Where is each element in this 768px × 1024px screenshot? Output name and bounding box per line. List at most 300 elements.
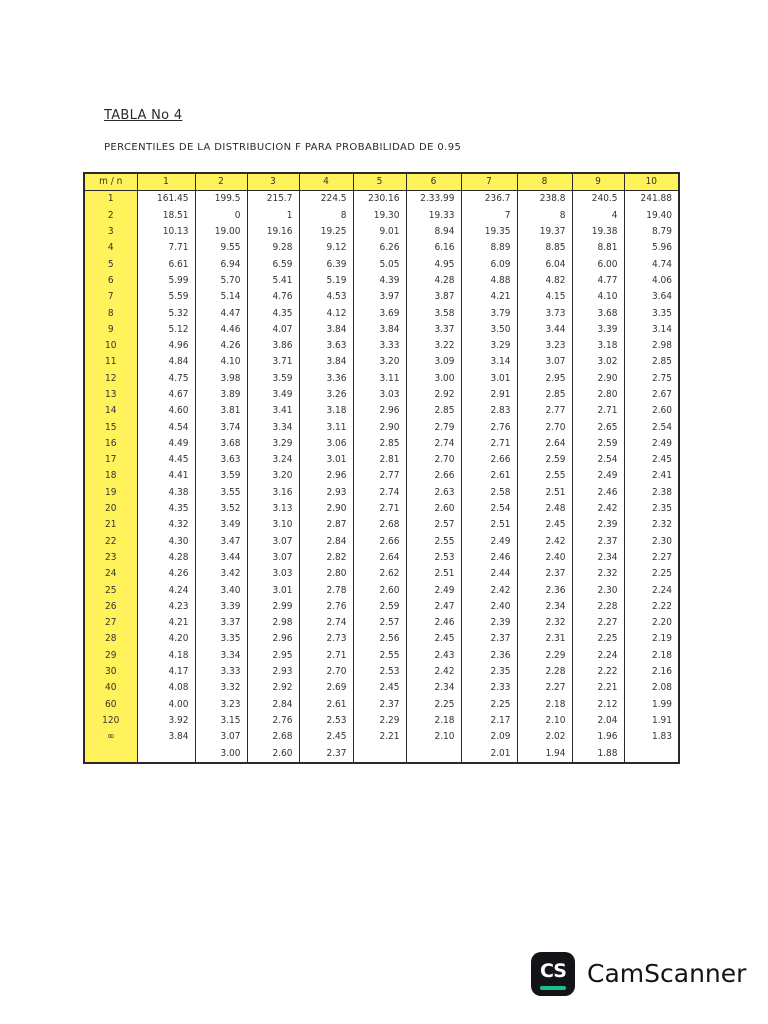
table-cell: 2.45 — [353, 680, 406, 696]
table-cell: 2.28 — [517, 664, 572, 680]
row-header-m: 27 — [84, 615, 137, 631]
table-cell: 3.98 — [195, 371, 247, 387]
table-cell: 2.46 — [572, 485, 624, 501]
table-cell: 2.01 — [461, 745, 517, 762]
table-cell: 2.40 — [517, 550, 572, 566]
table-cell: 2.57 — [353, 615, 406, 631]
table-cell: 3.07 — [247, 534, 299, 550]
table-cell: 2.90 — [572, 371, 624, 387]
table-cell: 9.55 — [195, 240, 247, 256]
table-cell: 5.19 — [299, 273, 353, 289]
table-row — [84, 224, 679, 240]
table-cell: 4.95 — [406, 256, 461, 272]
table-cell: 19.16 — [247, 224, 299, 240]
table-cell: 4.21 — [168, 617, 189, 629]
table-cell: 2.43 — [406, 648, 461, 664]
table-row — [84, 436, 679, 452]
table-cell: 2.41 — [624, 468, 679, 484]
table-cell: 4.28 — [168, 551, 189, 563]
table-cell: 240.5 — [572, 191, 624, 208]
table-cell: 3.81 — [195, 403, 247, 419]
table-cell: 2.46 — [406, 615, 461, 631]
table-row — [84, 322, 679, 338]
table-cell: 4.30 — [168, 535, 189, 547]
table-cell: 2.91 — [461, 387, 517, 403]
table-cell: 2.39 — [572, 517, 624, 533]
table-cell: 2.21 — [353, 729, 406, 745]
table-cell: 4.75 — [168, 372, 189, 384]
table-cell: 3.40 — [195, 582, 247, 598]
table-cell: 3.11 — [299, 419, 353, 435]
table-cell: 2.87 — [299, 517, 353, 533]
table-cell: 2.93 — [299, 485, 353, 501]
table-cell: 2.98 — [624, 338, 679, 354]
table-cell: 3.02 — [572, 354, 624, 370]
table-cell: 4.10 — [195, 354, 247, 370]
logo-accent-bar — [540, 986, 566, 990]
table-cell: 4.46 — [195, 322, 247, 338]
table-cell: 2.34 — [572, 550, 624, 566]
table-row — [84, 191, 679, 208]
table-cell: 161.45 — [157, 193, 189, 205]
row-header-m: 24 — [84, 566, 137, 582]
table-cell: 18.51 — [162, 209, 189, 221]
table-cell: 2.68 — [247, 729, 299, 745]
table-row — [84, 745, 679, 762]
table-cell: 3.34 — [195, 648, 247, 664]
table-row — [84, 680, 679, 696]
table-body — [84, 191, 679, 763]
table-cell: 1.83 — [624, 729, 679, 745]
table-cell: 2.71 — [299, 648, 353, 664]
table-cell: 2.85 — [353, 436, 406, 452]
table-cell: 1.91 — [624, 713, 679, 729]
table-cell: 1.88 — [572, 745, 624, 762]
table-cell: 2.37 — [299, 745, 353, 762]
table-cell: 5.41 — [247, 273, 299, 289]
table-cell: 2.36 — [517, 582, 572, 598]
table-cell: 2.62 — [353, 566, 406, 582]
table-cell: 19.38 — [572, 224, 624, 240]
table-cell: 3.29 — [461, 338, 517, 354]
table-cell: 4.15 — [517, 289, 572, 305]
row-header-m — [84, 745, 137, 762]
table-cell: 2.61 — [299, 697, 353, 713]
table-cell: 2.55 — [517, 468, 572, 484]
table-cell: 6.26 — [353, 240, 406, 256]
table-cell: 2.44 — [461, 566, 517, 582]
column-header: 1 — [137, 173, 195, 191]
table-cell: 2.08 — [624, 680, 679, 696]
table-cell: 3.15 — [195, 713, 247, 729]
table-cell: 4.47 — [195, 305, 247, 321]
table-cell: 2.35 — [461, 664, 517, 680]
row-header-m: 5 — [84, 256, 137, 272]
table-cell: 3.84 — [168, 731, 189, 743]
table-cell: 4.35 — [168, 503, 189, 515]
table-row — [84, 664, 679, 680]
table-cell: 3.44 — [195, 550, 247, 566]
f-distribution-table — [83, 172, 680, 764]
row-header-m: 17 — [84, 452, 137, 468]
table-cell: 4.00 — [168, 698, 189, 710]
row-header-m: 7 — [84, 289, 137, 305]
table-cell: 2.32 — [624, 517, 679, 533]
table-cell: 3.01 — [299, 452, 353, 468]
table-cell: 241.88 — [624, 191, 679, 208]
table-cell: 19.33 — [406, 208, 461, 224]
table-cell: 4.20 — [168, 633, 189, 645]
table-cell: 3.71 — [247, 354, 299, 370]
table-cell: 2.32 — [572, 566, 624, 582]
row-header-m: 1 — [84, 191, 137, 208]
table-cell: 2.27 — [517, 680, 572, 696]
table-row — [84, 452, 679, 468]
table-cell: 2.53 — [406, 550, 461, 566]
table-cell: 4.26 — [168, 568, 189, 580]
table-cell: 238.8 — [517, 191, 572, 208]
table-cell: 4.35 — [247, 305, 299, 321]
table-cell: 2.76 — [247, 713, 299, 729]
row-header-m: 15 — [84, 419, 137, 435]
table-title: TABLA No 4 — [104, 108, 183, 123]
table-cell: 4.60 — [168, 405, 189, 417]
table-cell: 2.83 — [461, 403, 517, 419]
table-cell: 3.39 — [195, 599, 247, 615]
table-cell: 3.13 — [247, 501, 299, 517]
table-cell: 2.17 — [461, 713, 517, 729]
table-cell: 2.63 — [406, 485, 461, 501]
table-cell: 2.37 — [353, 697, 406, 713]
table-cell: 3.68 — [195, 436, 247, 452]
table-cell: 2.32 — [517, 615, 572, 631]
table-cell: 2.24 — [624, 582, 679, 598]
row-header-m: 60 — [84, 697, 137, 713]
table-cell: 6.39 — [299, 256, 353, 272]
table-cell: 2.46 — [461, 550, 517, 566]
table-cell: 2.96 — [353, 403, 406, 419]
table-cell: 2.59 — [517, 452, 572, 468]
row-header-m: 10 — [84, 338, 137, 354]
camscanner-wordmark: CamScanner — [587, 959, 747, 988]
table-cell: 3.01 — [461, 371, 517, 387]
table-cell: 19.40 — [624, 208, 679, 224]
table-cell: 2.39 — [461, 615, 517, 631]
table-cell: 2.66 — [406, 468, 461, 484]
table-row — [84, 550, 679, 566]
table-cell: 4.49 — [168, 437, 189, 449]
table-row — [84, 566, 679, 582]
table-cell: 3.64 — [624, 289, 679, 305]
table-cell: 2.59 — [353, 599, 406, 615]
row-header-m: 11 — [84, 354, 137, 370]
table-cell: 2.55 — [353, 648, 406, 664]
table-cell: 2.75 — [624, 371, 679, 387]
row-header-m: 13 — [84, 387, 137, 403]
row-header-m: 22 — [84, 534, 137, 550]
table-cell: 3.84 — [299, 322, 353, 338]
column-header: 10 — [624, 173, 679, 191]
table-cell: 3.23 — [195, 697, 247, 713]
table-cell: 2.64 — [517, 436, 572, 452]
table-cell: 2.31 — [517, 631, 572, 647]
table-row — [84, 256, 679, 272]
table-cell: 215.7 — [247, 191, 299, 208]
table-cell: 4.76 — [247, 289, 299, 305]
table-cell: 2.04 — [572, 713, 624, 729]
table-cell: 3.92 — [168, 714, 189, 726]
table-cell: 9.12 — [299, 240, 353, 256]
row-header-m: 6 — [84, 273, 137, 289]
table-cell: 2.25 — [406, 697, 461, 713]
table-cell: 2.96 — [247, 631, 299, 647]
table-cell: 2.28 — [572, 599, 624, 615]
table-cell: 2.19 — [624, 631, 679, 647]
row-header-m: 8 — [84, 305, 137, 321]
table-cell: 3.47 — [195, 534, 247, 550]
camscanner-logo — [531, 952, 575, 996]
table-cell: 6.59 — [247, 256, 299, 272]
table-cell: 4.67 — [168, 389, 189, 400]
table-cell: 5.14 — [195, 289, 247, 305]
table-cell: 3.22 — [406, 338, 461, 354]
table-cell: 1.96 — [572, 729, 624, 745]
table-cell: 2.77 — [353, 468, 406, 484]
table-cell: 2.85 — [624, 354, 679, 370]
table-cell: 2.64 — [353, 550, 406, 566]
table-cell: 7 — [461, 208, 517, 224]
table-cell: 5.05 — [353, 256, 406, 272]
table-cell: 2.53 — [353, 664, 406, 680]
table-cell: 2.68 — [353, 517, 406, 533]
table-row — [84, 305, 679, 321]
table-cell: 3.79 — [461, 305, 517, 321]
column-header: 3 — [247, 173, 299, 191]
table-cell: 2.33 — [461, 680, 517, 696]
table-cell: 3.07 — [247, 550, 299, 566]
table-row — [84, 713, 679, 729]
table-cell: 2.71 — [572, 403, 624, 419]
table-cell: 8.79 — [624, 224, 679, 240]
column-header: 8 — [517, 173, 572, 191]
table-row — [84, 354, 679, 370]
row-header-m: 20 — [84, 501, 137, 517]
table-row — [84, 387, 679, 403]
table-cell: 2.20 — [624, 615, 679, 631]
table-cell: 3.84 — [353, 322, 406, 338]
table-cell: 2.69 — [299, 680, 353, 696]
row-header-m: 16 — [84, 436, 137, 452]
table-cell: 2.95 — [247, 648, 299, 664]
table-cell: 2.55 — [406, 534, 461, 550]
table-cell: 19.35 — [461, 224, 517, 240]
table-cell: 2.84 — [247, 697, 299, 713]
table-cell: 2.16 — [624, 664, 679, 680]
table-cell: 3.37 — [406, 322, 461, 338]
table-cell: 2.25 — [461, 697, 517, 713]
table-cell: 2.42 — [461, 582, 517, 598]
table-cell: 3.89 — [195, 387, 247, 403]
table-cell: 2.25 — [624, 566, 679, 582]
table-cell: 2.60 — [406, 501, 461, 517]
table-cell: 2.54 — [461, 501, 517, 517]
table-cell: 4.32 — [168, 519, 189, 531]
table-cell: 2.10 — [517, 713, 572, 729]
table-cell: 5.12 — [168, 323, 189, 335]
table-cell: 4.82 — [517, 273, 572, 289]
table-cell: 4.41 — [168, 470, 189, 482]
column-header: 2 — [195, 173, 247, 191]
table-cell: 19.37 — [517, 224, 572, 240]
table-cell: 3.84 — [299, 354, 353, 370]
table-cell: 2.84 — [299, 534, 353, 550]
table-cell: 2.93 — [247, 664, 299, 680]
column-header: 6 — [406, 173, 461, 191]
table-cell: 3.18 — [299, 403, 353, 419]
table-cell: 2.40 — [461, 599, 517, 615]
column-header: 9 — [572, 173, 624, 191]
table-cell: 3.00 — [195, 745, 247, 762]
row-header-m: 23 — [84, 550, 137, 566]
table-cell: 3.03 — [353, 387, 406, 403]
table-cell: 3.37 — [195, 615, 247, 631]
table-cell: 8 — [517, 208, 572, 224]
table-cell: 2.70 — [406, 452, 461, 468]
table-row — [84, 338, 679, 354]
table-cell: 1.94 — [517, 745, 572, 762]
table-cell: 5.32 — [168, 307, 189, 319]
table-cell — [353, 745, 406, 762]
table-cell: 2.60 — [624, 403, 679, 419]
table-cell: 3.03 — [247, 566, 299, 582]
table-cell: 2.35 — [624, 501, 679, 517]
table-cell: 3.18 — [572, 338, 624, 354]
row-header-m: 21 — [84, 517, 137, 533]
table-cell: 2.27 — [572, 615, 624, 631]
table-cell: 3.09 — [406, 354, 461, 370]
table-cell: 3.33 — [353, 338, 406, 354]
table-cell: 3.74 — [195, 419, 247, 435]
table-cell: 2.73 — [299, 631, 353, 647]
table-cell: 2.45 — [517, 517, 572, 533]
row-header-m: ∞ — [84, 729, 137, 745]
table-cell: 2.76 — [461, 419, 517, 435]
table-cell: 3.58 — [406, 305, 461, 321]
table-cell: 2.49 — [624, 436, 679, 452]
table-cell: 2.71 — [353, 501, 406, 517]
table-cell: 8.94 — [406, 224, 461, 240]
table-cell: 2.60 — [353, 582, 406, 598]
table-cell: 2.37 — [517, 566, 572, 582]
table-cell: 0 — [195, 208, 247, 224]
table-cell: 8.85 — [517, 240, 572, 256]
table-cell: 2.29 — [353, 713, 406, 729]
table-cell: 3.07 — [517, 354, 572, 370]
table-cell: 224.5 — [299, 191, 353, 208]
row-header-m: 120 — [84, 713, 137, 729]
table-cell — [406, 745, 461, 762]
row-header-m: 19 — [84, 485, 137, 501]
table-cell: 2.45 — [299, 729, 353, 745]
row-header-m: 9 — [84, 322, 137, 338]
table-cell: 4.21 — [461, 289, 517, 305]
table-cell: 2.51 — [406, 566, 461, 582]
table-cell: 2.18 — [406, 713, 461, 729]
table-cell: 3.16 — [247, 485, 299, 501]
table-cell: 4.74 — [624, 256, 679, 272]
row-header-m: 14 — [84, 403, 137, 419]
row-header-m: 4 — [84, 240, 137, 256]
table-cell: 3.06 — [299, 436, 353, 452]
table-cell: 236.7 — [461, 191, 517, 208]
table-cell: 4.84 — [168, 356, 189, 368]
table-row — [84, 648, 679, 664]
table-cell: 3.14 — [461, 354, 517, 370]
table-cell: 2.51 — [461, 517, 517, 533]
table-cell — [624, 745, 679, 762]
table-cell: 2.57 — [406, 517, 461, 533]
table-row — [84, 485, 679, 501]
table-cell: 3.14 — [624, 322, 679, 338]
table-cell — [137, 745, 195, 762]
row-header-m: 40 — [84, 680, 137, 696]
table-cell: 2.70 — [299, 664, 353, 680]
table-cell: 4.12 — [299, 305, 353, 321]
table-row — [84, 697, 679, 713]
table-cell: 2.45 — [624, 452, 679, 468]
table-cell: 2.47 — [406, 599, 461, 615]
table-cell: 2.60 — [247, 745, 299, 762]
table-cell: 2.90 — [353, 419, 406, 435]
header-row — [84, 173, 679, 191]
table-cell: 3.41 — [247, 403, 299, 419]
table-cell: 2.80 — [299, 566, 353, 582]
table-cell: 19.25 — [299, 224, 353, 240]
table-cell: 2.80 — [572, 387, 624, 403]
table-cell: 2.95 — [517, 371, 572, 387]
row-header-m: 3 — [84, 224, 137, 240]
table-cell: 3.42 — [195, 566, 247, 582]
table-cell: 3.63 — [299, 338, 353, 354]
table-cell: 2.30 — [572, 582, 624, 598]
table-cell: 6.04 — [517, 256, 572, 272]
table-cell: 2.29 — [517, 648, 572, 664]
table-cell: 2.02 — [517, 729, 572, 745]
table-cell: 3.29 — [247, 436, 299, 452]
table-cell: 2.77 — [517, 403, 572, 419]
table-cell: 3.07 — [195, 729, 247, 745]
table-cell: 2.22 — [572, 664, 624, 680]
table-cell: 2.79 — [406, 419, 461, 435]
table-cell: 10.13 — [162, 226, 189, 238]
row-header-m: 2 — [84, 208, 137, 224]
row-header-m: 18 — [84, 468, 137, 484]
table-cell: 2.42 — [517, 534, 572, 550]
table-cell: 2.18 — [517, 697, 572, 713]
table-cell: 5.96 — [624, 240, 679, 256]
table-cell: 2.58 — [461, 485, 517, 501]
table-row — [84, 534, 679, 550]
table-cell: 3.20 — [353, 354, 406, 370]
table-cell: 3.52 — [195, 501, 247, 517]
table-cell: 2.25 — [572, 631, 624, 647]
table-subtitle: PERCENTILES DE LA DISTRIBUCION F PARA PROBABILIDAD DE 0.95 — [104, 142, 462, 153]
table-cell: 2.34 — [406, 680, 461, 696]
table-cell: 3.10 — [247, 517, 299, 533]
table-cell: 2.59 — [572, 436, 624, 452]
table-row — [84, 289, 679, 305]
column-header: 7 — [461, 173, 517, 191]
